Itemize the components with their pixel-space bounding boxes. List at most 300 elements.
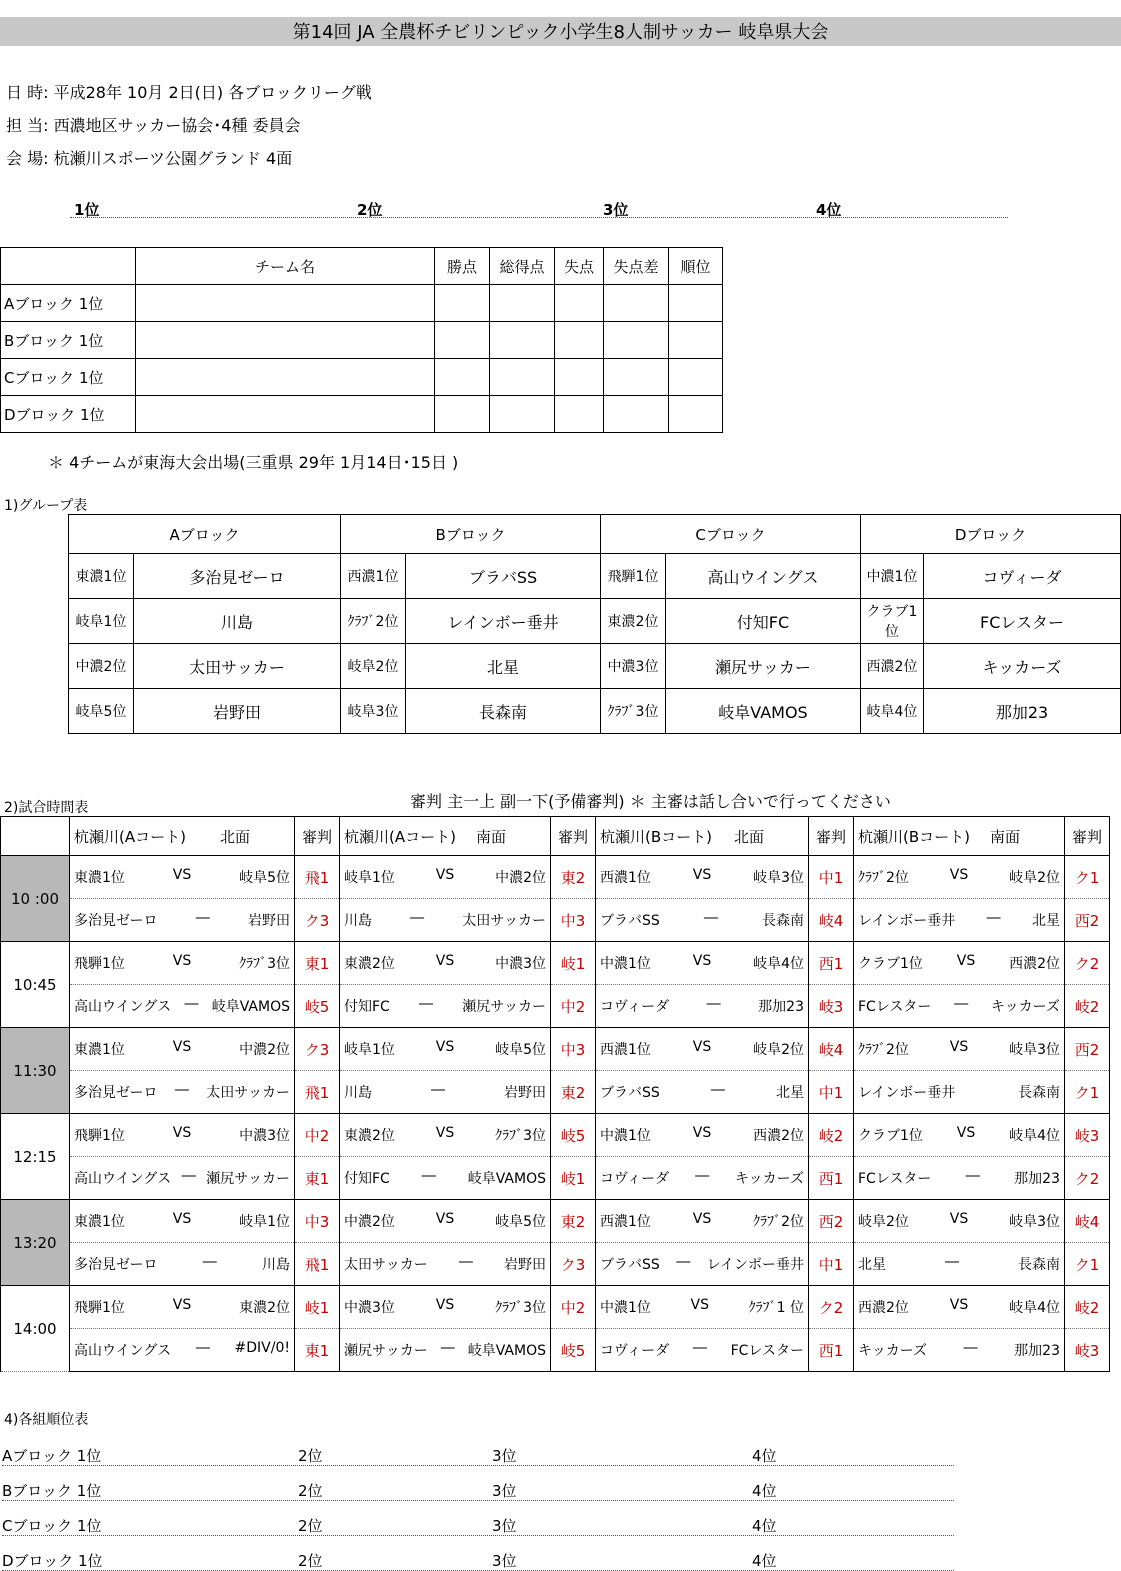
vs-label: VS bbox=[435, 1297, 455, 1313]
group-team: レインボー垂井 bbox=[406, 599, 601, 644]
referee-team: 中2 bbox=[295, 1114, 340, 1157]
home-team: ブラバSS bbox=[600, 1085, 660, 1101]
group-team: 北星 bbox=[406, 644, 601, 689]
ranking-block: Bブロック 1位 bbox=[2, 1482, 102, 1500]
vs-label: ― bbox=[458, 1254, 473, 1270]
match-cell bbox=[70, 856, 295, 899]
winner-row-label: Aブロック 1位 bbox=[1, 285, 136, 322]
vs-label: ― bbox=[174, 1082, 189, 1098]
away-team: ｸﾗﾌﾞ1 位 bbox=[748, 1300, 804, 1316]
group-team: 付知FC bbox=[666, 599, 861, 644]
away-team: 川島 bbox=[261, 1257, 290, 1273]
referee-team: ク1 bbox=[1065, 1071, 1110, 1114]
vs-label: ― bbox=[945, 1254, 959, 1270]
home-team: 付知FC bbox=[344, 1171, 390, 1187]
match-cell bbox=[854, 1200, 1065, 1243]
away-team: 岐阜4位 bbox=[753, 956, 804, 972]
vs-label: ― bbox=[202, 1254, 217, 1270]
referee-team: 岐2 bbox=[1065, 1286, 1110, 1329]
ranking-place: 4位 bbox=[752, 1447, 777, 1465]
vs-label: ― bbox=[965, 1168, 980, 1184]
home-team: 飛騨1位 bbox=[74, 1128, 125, 1144]
ranking-block: Aブロック 1位 bbox=[2, 1447, 102, 1465]
vs-label: VS bbox=[435, 953, 455, 969]
group-team: 瀬尻サッカー bbox=[666, 644, 861, 689]
away-team: ｸﾗﾌﾞ2位 bbox=[753, 1214, 804, 1230]
referee-team: 岐5 bbox=[551, 1329, 596, 1372]
home-team: ブラバSS bbox=[600, 913, 660, 929]
match-cell bbox=[70, 1114, 295, 1157]
vs-label: VS bbox=[692, 953, 712, 969]
referee-team: ク2 bbox=[1065, 942, 1110, 985]
away-team: 岐阜1位 bbox=[239, 1214, 290, 1230]
winners-table bbox=[0, 247, 723, 433]
home-team: クラブ1位 bbox=[858, 1128, 923, 1144]
group-team: 太田サッカー bbox=[134, 644, 341, 689]
referee-team: 西1 bbox=[809, 942, 854, 985]
vs-label: ― bbox=[195, 910, 210, 926]
place-1: 1位 bbox=[74, 201, 100, 219]
ranking-place: 2位 bbox=[298, 1517, 323, 1535]
match-cell bbox=[596, 899, 809, 942]
home-team: 高山ウイングス bbox=[74, 1343, 172, 1359]
vs-label: VS bbox=[692, 867, 712, 883]
group-row bbox=[0, 689, 1121, 734]
match-row bbox=[1, 899, 1110, 942]
home-team: ｸﾗﾌﾞ2位 bbox=[858, 870, 909, 886]
away-team: 中濃2位 bbox=[495, 870, 546, 886]
away-team: FCレスター bbox=[730, 1343, 804, 1359]
match-cell bbox=[596, 1071, 809, 1114]
vs-label: VS bbox=[172, 1039, 192, 1055]
group-seed: 中濃3位 bbox=[601, 644, 666, 689]
referee-team: 岐5 bbox=[295, 985, 340, 1028]
match-cell bbox=[854, 856, 1065, 899]
block-d-header: Dブロック bbox=[861, 515, 1121, 554]
group-seed: 中濃1位 bbox=[861, 554, 924, 599]
place-2: 2位 bbox=[357, 201, 383, 219]
ranking-place: 3位 bbox=[492, 1552, 517, 1570]
vs-label: ― bbox=[421, 1168, 436, 1184]
ranking-block: Dブロック 1位 bbox=[2, 1552, 103, 1570]
match-cell bbox=[340, 1028, 551, 1071]
match-cell bbox=[596, 1028, 809, 1071]
match-cell bbox=[340, 1200, 551, 1243]
vs-label: VS bbox=[435, 1211, 455, 1227]
group-seed: 東濃1位 bbox=[69, 554, 134, 599]
group-seed: ｸﾗﾌﾞ2位 bbox=[341, 599, 406, 644]
ranking-block: Cブロック 1位 bbox=[2, 1517, 102, 1535]
home-team: 西濃1位 bbox=[600, 1214, 651, 1230]
away-team: 西濃2位 bbox=[1009, 956, 1060, 972]
vs-label: VS bbox=[949, 1039, 969, 1055]
vs-label: VS bbox=[949, 867, 969, 883]
match-cell bbox=[70, 1286, 295, 1329]
referee-team: 岐4 bbox=[809, 1028, 854, 1071]
match-row bbox=[1, 1114, 1110, 1157]
match-cell bbox=[340, 1286, 551, 1329]
match-cell bbox=[596, 1329, 809, 1372]
referee-team: ク3 bbox=[295, 899, 340, 942]
home-team: 東濃1位 bbox=[74, 1042, 125, 1058]
court-side: 南面 bbox=[989, 827, 1020, 846]
referee-team: 岐3 bbox=[1065, 1114, 1110, 1157]
vs-label: ― bbox=[419, 996, 434, 1012]
vs-label: VS bbox=[172, 1297, 192, 1313]
match-cell bbox=[340, 1329, 551, 1372]
group-seed: 岐阜1位 bbox=[69, 599, 134, 644]
away-team: 岐阜VAMOS bbox=[211, 999, 290, 1015]
vs-label: ― bbox=[692, 1340, 707, 1356]
away-team: 岩野田 bbox=[504, 1085, 546, 1101]
match-row bbox=[1, 1243, 1110, 1286]
match-row bbox=[1, 1200, 1110, 1243]
vs-label: VS bbox=[949, 1297, 969, 1313]
time-slot: 10:45 bbox=[1, 942, 70, 1028]
match-cell bbox=[854, 899, 1065, 942]
referee-team: 東1 bbox=[295, 942, 340, 985]
vs-label: ― bbox=[431, 1082, 445, 1098]
group-team: コヴィーダ bbox=[924, 554, 1121, 599]
referee-team: 東2 bbox=[551, 856, 596, 899]
vs-label: VS bbox=[956, 1125, 976, 1141]
match-cell bbox=[340, 1157, 551, 1200]
vs-label: ― bbox=[695, 1168, 710, 1184]
time-slot: 12:15 bbox=[1, 1114, 70, 1200]
ranking-row bbox=[2, 1548, 954, 1571]
info-date: 日 時: 平成28年 10月 2日(日) 各ブロックリーグ戦 bbox=[6, 83, 372, 102]
match-cell bbox=[854, 1157, 1065, 1200]
match-cell bbox=[70, 942, 295, 985]
group-table bbox=[0, 514, 1121, 734]
home-team: 西濃2位 bbox=[858, 1300, 909, 1316]
home-team: 岐阜1位 bbox=[344, 1042, 395, 1058]
away-team: 岩野田 bbox=[247, 913, 290, 929]
vs-label: VS bbox=[172, 867, 192, 883]
away-team: 太田サッカー bbox=[462, 913, 546, 929]
referee-team: 東1 bbox=[295, 1329, 340, 1372]
group-seed: 飛騨1位 bbox=[601, 554, 666, 599]
group-seed: 岐阜3位 bbox=[341, 689, 406, 734]
group-seed: 西濃1位 bbox=[341, 554, 406, 599]
away-team: レインボー垂井 bbox=[706, 1257, 804, 1273]
away-team: 長森南 bbox=[762, 913, 804, 929]
home-team: 飛騨1位 bbox=[74, 956, 125, 972]
away-team: 岐阜3位 bbox=[753, 870, 804, 886]
group-seed: 中濃2位 bbox=[69, 644, 134, 689]
ranking-row bbox=[2, 1443, 954, 1466]
away-team: ｸﾗﾌﾞ3位 bbox=[495, 1128, 546, 1144]
match-cell bbox=[340, 1114, 551, 1157]
home-team: 西濃1位 bbox=[600, 870, 651, 886]
home-team: 西濃1位 bbox=[600, 1042, 651, 1058]
header-conceded: 失点 bbox=[555, 248, 604, 285]
time-header bbox=[1, 817, 70, 856]
group-team: 長森南 bbox=[406, 689, 601, 734]
home-team: キッカーズ bbox=[858, 1343, 928, 1359]
match-cell bbox=[596, 856, 809, 899]
away-team: 北星 bbox=[1032, 913, 1060, 929]
referee-team: 岐5 bbox=[551, 1114, 596, 1157]
home-team: 東濃2位 bbox=[344, 1128, 395, 1144]
referee-team: 岐4 bbox=[809, 899, 854, 942]
vs-label: ― bbox=[986, 910, 1001, 926]
away-team: 岐阜5位 bbox=[495, 1214, 546, 1230]
home-team: 中濃1位 bbox=[600, 1128, 651, 1144]
away-team: 中濃3位 bbox=[239, 1128, 290, 1144]
match-cell bbox=[854, 1114, 1065, 1157]
home-team: 高山ウイングス bbox=[74, 999, 172, 1015]
group-seed: 東濃2位 bbox=[601, 599, 666, 644]
referee-team: 中3 bbox=[551, 1028, 596, 1071]
home-team: 付知FC bbox=[344, 999, 390, 1015]
home-team: 川島 bbox=[344, 1085, 372, 1101]
match-cell bbox=[340, 985, 551, 1028]
home-team: 中濃3位 bbox=[344, 1300, 395, 1316]
time-slot: 14:00 bbox=[1, 1286, 70, 1372]
referee-header: 審判 bbox=[809, 817, 854, 856]
match-cell bbox=[70, 1329, 295, 1372]
away-team: 那加23 bbox=[1014, 1171, 1060, 1187]
placings-line bbox=[70, 199, 1008, 218]
ranking-place: 2位 bbox=[298, 1482, 323, 1500]
vs-label: VS bbox=[172, 1211, 192, 1227]
referee-header: 審判 bbox=[295, 817, 340, 856]
away-team: 岐阜3位 bbox=[1009, 1214, 1060, 1230]
ranking-place: 3位 bbox=[492, 1517, 517, 1535]
referee-team: 岐4 bbox=[1065, 1200, 1110, 1243]
group-team: 川島 bbox=[134, 599, 341, 644]
referee-team: 岐3 bbox=[809, 985, 854, 1028]
vs-label: VS bbox=[956, 953, 976, 969]
away-team: 岐阜3位 bbox=[1009, 1042, 1060, 1058]
vs-label: VS bbox=[690, 1297, 710, 1313]
match-cell bbox=[70, 899, 295, 942]
match-row bbox=[1, 985, 1110, 1028]
vs-label: ― bbox=[954, 996, 969, 1012]
referee-team: 中2 bbox=[551, 985, 596, 1028]
home-team: 東濃1位 bbox=[74, 870, 125, 886]
away-team: 岐阜2位 bbox=[753, 1042, 804, 1058]
referee-team: ク3 bbox=[551, 1243, 596, 1286]
referee-team: 岐2 bbox=[1065, 985, 1110, 1028]
home-team: ブラバSS bbox=[600, 1257, 660, 1273]
vs-label: ― bbox=[181, 1168, 196, 1184]
home-team: 北星 bbox=[858, 1257, 886, 1273]
header-points: 勝点 bbox=[435, 248, 490, 285]
ranking-place: 3位 bbox=[492, 1482, 517, 1500]
tokai-note: ＊ 4チームが東海大会出場(三重県 29年 1月14日･15日 ) bbox=[48, 453, 459, 472]
vs-label: ― bbox=[410, 910, 425, 926]
court-name: 杭瀬川(Bコート) bbox=[858, 827, 970, 846]
home-team: レインボー垂井 bbox=[858, 913, 956, 929]
group-team: 岩野田 bbox=[134, 689, 341, 734]
court-header bbox=[854, 817, 1065, 856]
away-team: 岐阜5位 bbox=[495, 1042, 546, 1058]
home-team: 岐阜1位 bbox=[344, 870, 395, 886]
match-cell bbox=[70, 1157, 295, 1200]
court-header bbox=[340, 817, 551, 856]
home-team: クラブ1位 bbox=[858, 956, 923, 972]
match-row bbox=[1, 1329, 1110, 1372]
referee-team: 東2 bbox=[551, 1071, 596, 1114]
away-team: ｸﾗﾌﾞ3位 bbox=[495, 1300, 546, 1316]
referee-team: 西2 bbox=[1065, 899, 1110, 942]
time-slot: 13:20 bbox=[1, 1200, 70, 1286]
referee-team: 西2 bbox=[1065, 1028, 1110, 1071]
referee-team: ク2 bbox=[809, 1286, 854, 1329]
match-cell bbox=[596, 1114, 809, 1157]
vs-label: VS bbox=[435, 867, 455, 883]
home-team: 多治見ゼーロ bbox=[74, 913, 158, 929]
vs-label: ― bbox=[676, 1254, 691, 1270]
home-team: レインボー垂井 bbox=[858, 1085, 956, 1101]
ranking-place: 3位 bbox=[492, 1447, 517, 1465]
group-seed: ｸﾗﾌﾞ3位 bbox=[601, 689, 666, 734]
home-team: 多治見ゼーロ bbox=[74, 1257, 158, 1273]
home-team: 川島 bbox=[344, 913, 372, 929]
match-row bbox=[1, 1071, 1110, 1114]
home-team: 東濃1位 bbox=[74, 1214, 125, 1230]
winner-row-label: Dブロック 1位 bbox=[1, 396, 136, 433]
away-team: キッカーズ bbox=[734, 1171, 804, 1187]
vs-label: VS bbox=[172, 953, 192, 969]
referee-team: 岐1 bbox=[295, 1286, 340, 1329]
group-seed: 岐阜5位 bbox=[69, 689, 134, 734]
away-team: #DIV/0! bbox=[234, 1340, 290, 1356]
away-team: 岩野田 bbox=[503, 1257, 546, 1273]
away-team: 中濃3位 bbox=[495, 956, 546, 972]
away-team: 岐阜VAMOS bbox=[467, 1343, 546, 1359]
match-cell bbox=[340, 1243, 551, 1286]
away-team: 岐阜4位 bbox=[1009, 1128, 1060, 1144]
away-team: ｸﾗﾌﾞ3位 bbox=[239, 956, 290, 972]
referee-team: 飛1 bbox=[295, 1071, 340, 1114]
page-title: 第14回 JA 全農杯チビリンピック小学生8人制サッカー 岐阜県大会 bbox=[0, 17, 1121, 46]
away-team: 太田サッカー bbox=[206, 1085, 290, 1101]
match-row bbox=[1, 856, 1110, 899]
group-seed: 西濃2位 bbox=[861, 644, 924, 689]
vs-label: VS bbox=[692, 1039, 712, 1055]
vs-label: VS bbox=[692, 1211, 712, 1227]
referee-header: 審判 bbox=[1065, 817, 1110, 856]
header-rank: 順位 bbox=[669, 248, 723, 285]
block-c-header: Cブロック bbox=[601, 515, 861, 554]
match-cell bbox=[854, 1071, 1065, 1114]
vs-label: ― bbox=[963, 1340, 978, 1356]
match-row bbox=[1, 1157, 1110, 1200]
group-seed: クラブ1位 bbox=[861, 599, 924, 644]
home-team: 中濃1位 bbox=[600, 1300, 651, 1316]
referee-team: 飛1 bbox=[295, 1243, 340, 1286]
ranking-place: 2位 bbox=[298, 1447, 323, 1465]
home-team: 中濃2位 bbox=[344, 1214, 395, 1230]
time-slot: 10 :00 bbox=[1, 856, 70, 942]
match-cell bbox=[70, 1071, 295, 1114]
vs-label: ― bbox=[706, 996, 721, 1012]
ranking-row bbox=[2, 1513, 954, 1536]
header-team-name: チーム名 bbox=[136, 248, 435, 285]
vs-label: ― bbox=[195, 1340, 210, 1356]
match-cell bbox=[70, 1028, 295, 1071]
referee-team: 中3 bbox=[295, 1200, 340, 1243]
home-team: ｸﾗﾌﾞ2位 bbox=[858, 1042, 909, 1058]
away-team: 那加23 bbox=[758, 999, 804, 1015]
referee-team: 中1 bbox=[809, 856, 854, 899]
group-team: FCレスター bbox=[924, 599, 1121, 644]
match-cell bbox=[854, 1329, 1065, 1372]
match-cell bbox=[340, 856, 551, 899]
home-team: 東濃2位 bbox=[344, 956, 395, 972]
group-team: キッカーズ bbox=[924, 644, 1121, 689]
match-cell bbox=[854, 1286, 1065, 1329]
group-team: 那加23 bbox=[924, 689, 1121, 734]
referee-team: 中2 bbox=[551, 1286, 596, 1329]
match-cell bbox=[854, 942, 1065, 985]
group-team: 岐阜VAMOS bbox=[666, 689, 861, 734]
away-team: 岐阜4位 bbox=[1009, 1300, 1060, 1316]
vs-label: ― bbox=[703, 910, 718, 926]
ranking-place: 4位 bbox=[752, 1482, 777, 1500]
ranking-place: 2位 bbox=[298, 1552, 323, 1570]
referee-team: ク1 bbox=[1065, 856, 1110, 899]
match-cell bbox=[340, 942, 551, 985]
home-team: FCレスター bbox=[858, 999, 932, 1015]
header-goal-diff: 失点差 bbox=[604, 248, 669, 285]
vs-label: ― bbox=[440, 1340, 455, 1356]
info-venue: 会 場: 杭瀬川スポーツ公園グランド 4面 bbox=[6, 149, 293, 168]
winner-row-label: Cブロック 1位 bbox=[1, 359, 136, 396]
referee-team: 中1 bbox=[809, 1071, 854, 1114]
court-side: 北面 bbox=[219, 827, 250, 846]
home-team: 瀬尻サッカー bbox=[344, 1343, 428, 1359]
home-team: 太田サッカー bbox=[344, 1257, 428, 1273]
match-row bbox=[1, 1028, 1110, 1071]
away-team: 岐阜VAMOS bbox=[467, 1171, 546, 1187]
match-row bbox=[1, 942, 1110, 985]
referee-team: 岐1 bbox=[551, 1157, 596, 1200]
block-a-header: Aブロック bbox=[69, 515, 341, 554]
referee-team: 西1 bbox=[809, 1329, 854, 1372]
ranking-place: 4位 bbox=[752, 1517, 777, 1535]
court-side: 北面 bbox=[733, 827, 764, 846]
court-header bbox=[596, 817, 809, 856]
match-cell bbox=[854, 1028, 1065, 1071]
match-row bbox=[1, 1286, 1110, 1329]
vs-label: VS bbox=[692, 1125, 712, 1141]
referee-team: 西1 bbox=[809, 1157, 854, 1200]
away-team: 長森南 bbox=[1018, 1085, 1060, 1101]
match-cell bbox=[854, 1243, 1065, 1286]
match-cell bbox=[70, 1200, 295, 1243]
away-team: 中濃2位 bbox=[239, 1042, 290, 1058]
group-team: ブラバSS bbox=[406, 554, 601, 599]
group-seed: 岐阜4位 bbox=[861, 689, 924, 734]
away-team: 長森南 bbox=[1018, 1257, 1060, 1273]
referee-team: 岐3 bbox=[1065, 1329, 1110, 1372]
ranking-row bbox=[2, 1478, 954, 1501]
group-row bbox=[0, 644, 1121, 689]
away-team: 岐阜5位 bbox=[239, 870, 290, 886]
away-team: キッカーズ bbox=[990, 999, 1060, 1015]
away-team: 北星 bbox=[776, 1085, 804, 1101]
match-cell bbox=[70, 1243, 295, 1286]
referee-note: 審判 主一上 副一下(予備審判) ＊ 主審は話し合いで行ってください bbox=[410, 792, 891, 811]
match-cell bbox=[854, 985, 1065, 1028]
home-team: コヴィーダ bbox=[600, 1343, 670, 1359]
home-team: 中濃1位 bbox=[600, 956, 651, 972]
referee-team: ク1 bbox=[1065, 1243, 1110, 1286]
